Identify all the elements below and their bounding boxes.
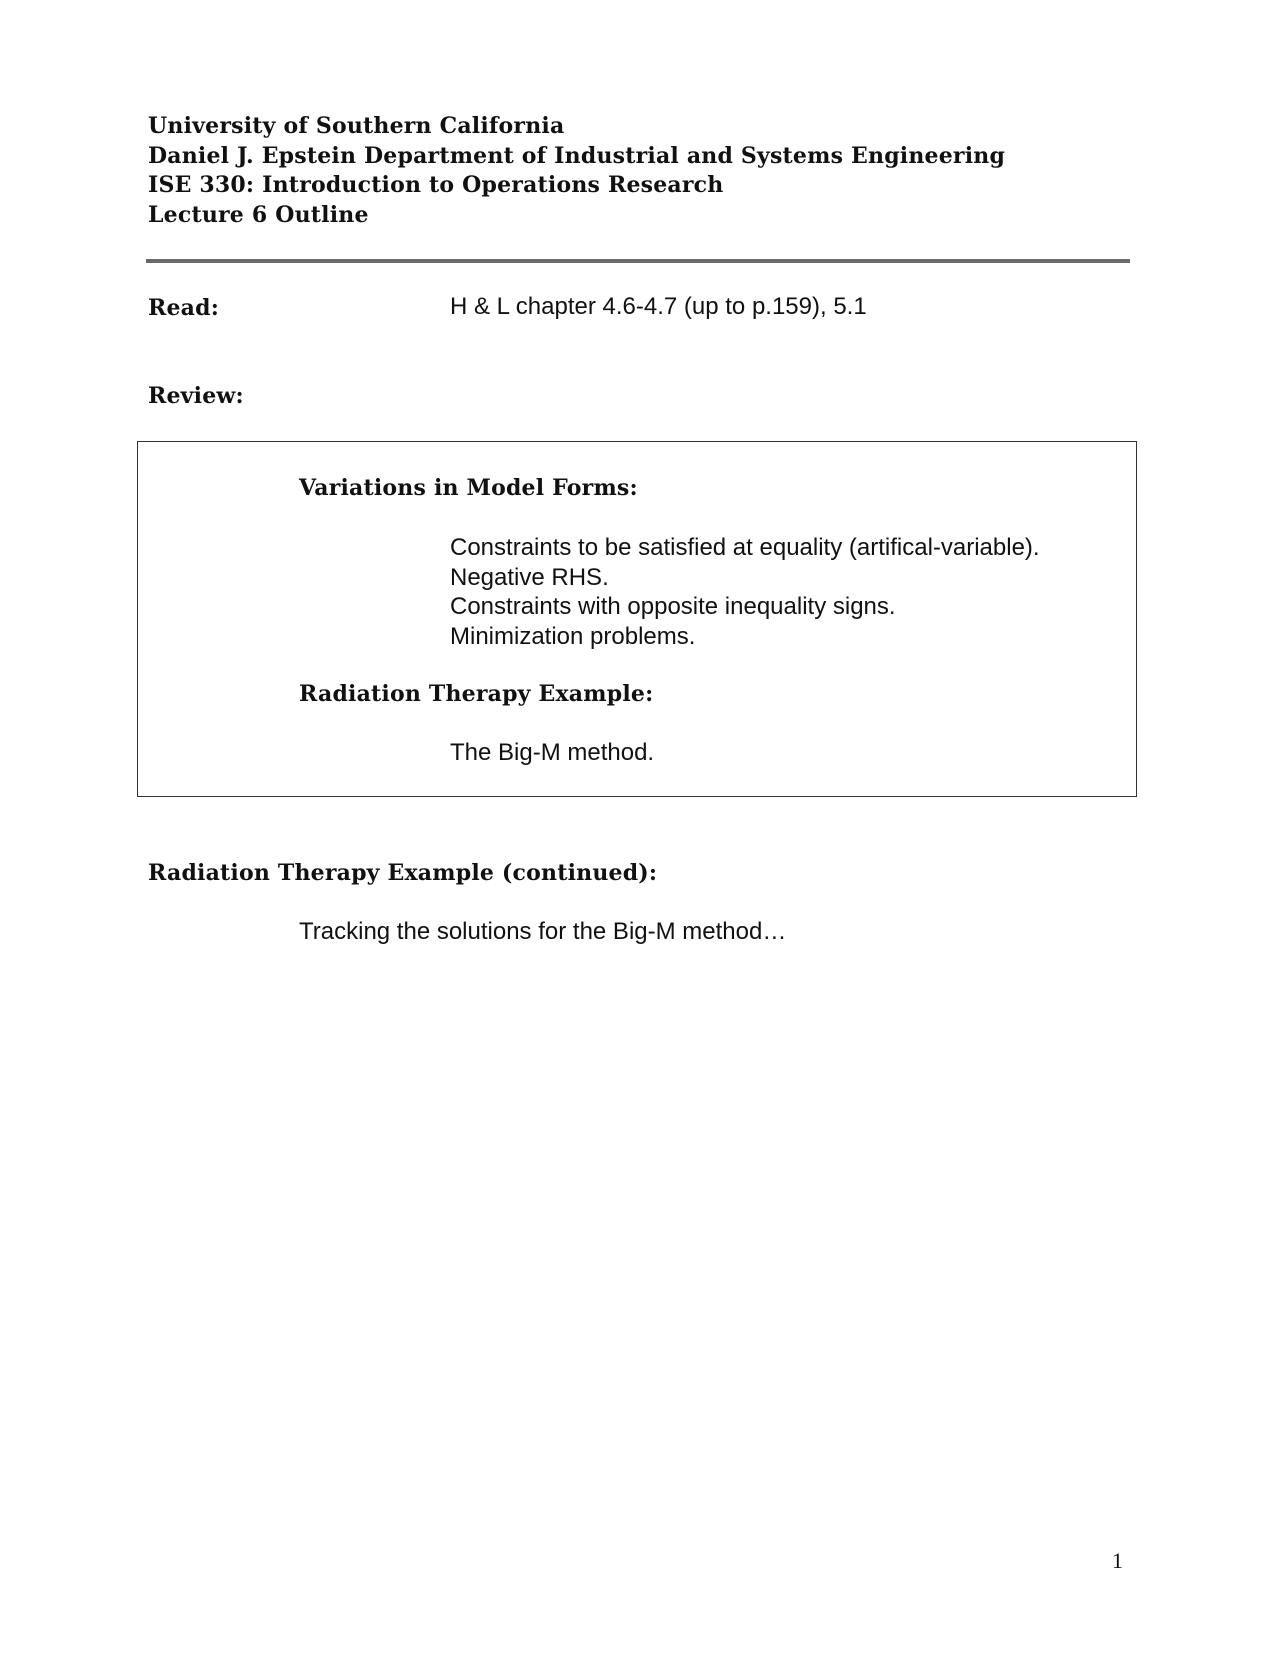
review-label: Review: [148, 383, 244, 409]
list-item: Constraints to be satisfied at equality (artifical-variable). [450, 534, 1040, 561]
university-name: University of Southern California [148, 113, 565, 139]
radiation-heading: Radiation Therapy Example: [299, 681, 654, 707]
variations-list [450, 533, 1040, 651]
big-m-item: The Big-M method. [450, 739, 655, 766]
variations-heading: Variations in Model Forms: [299, 475, 638, 501]
section-heading: Radiation Therapy Example (continued): [148, 860, 658, 886]
list-item: Minimization problems. [450, 622, 696, 650]
list-item: Constraints with opposite inequality signs. [450, 593, 896, 620]
lecture-title: Lecture 6 Outline [148, 201, 369, 228]
read-text: H & L chapter 4.6-4.7 (up to p.159), 5.1 [450, 293, 867, 320]
list-item: Negative RHS. [450, 563, 609, 591]
read-label: Read: [148, 295, 220, 321]
course-title: ISE 330: Introduction to Operations Research [148, 172, 724, 198]
header-divider [146, 259, 1130, 263]
document-header [148, 112, 1005, 230]
section-text: Tracking the solutions for the Big-M method… [299, 918, 787, 945]
department-name: Daniel J. Epstein Department of Industrial and Systems Engineering [148, 142, 1006, 169]
page-number: 1 [1112, 1548, 1123, 1573]
